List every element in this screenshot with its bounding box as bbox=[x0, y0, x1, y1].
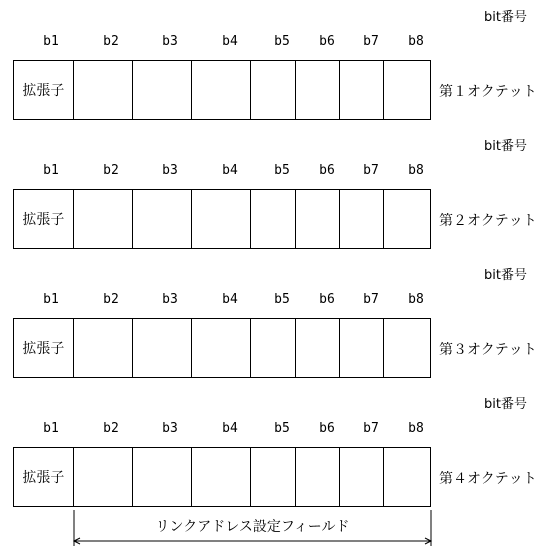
bit-label: b4 bbox=[222, 292, 238, 307]
bit-label: b3 bbox=[162, 421, 178, 436]
octet-label: 第１オクテット bbox=[439, 84, 537, 100]
bit-cell bbox=[384, 190, 430, 248]
octet-row bbox=[13, 318, 431, 378]
bit-cell bbox=[296, 319, 341, 377]
octet-block bbox=[0, 135, 544, 235]
bit-cell bbox=[192, 319, 251, 377]
octet-row bbox=[13, 447, 431, 507]
extension-bit-cell: 拡張子 bbox=[14, 61, 74, 119]
bit-cell bbox=[296, 61, 341, 119]
bit-cell bbox=[251, 61, 296, 119]
bit-label: b8 bbox=[408, 292, 424, 307]
bit-label: b5 bbox=[274, 34, 290, 49]
octet-block bbox=[0, 393, 544, 493]
bit-label: b3 bbox=[162, 292, 178, 307]
bit-cell bbox=[340, 319, 384, 377]
bit-cell bbox=[340, 190, 384, 248]
octet-label: 第３オクテット bbox=[439, 342, 537, 358]
bit-number-header: bit番号 bbox=[484, 10, 527, 25]
bit-cell bbox=[133, 448, 192, 506]
bit-cell bbox=[192, 448, 251, 506]
bit-label: b7 bbox=[363, 34, 379, 49]
bit-label: b2 bbox=[103, 421, 119, 436]
bit-cell bbox=[384, 448, 430, 506]
octet-row bbox=[13, 189, 431, 249]
bit-label: b6 bbox=[319, 34, 335, 49]
octet-block bbox=[0, 264, 544, 364]
link-address-field-annotation bbox=[0, 510, 544, 557]
bit-cell bbox=[340, 61, 384, 119]
bit-cell bbox=[74, 61, 134, 119]
bit-label: b8 bbox=[408, 163, 424, 178]
bit-cell bbox=[251, 448, 296, 506]
bit-cell bbox=[192, 61, 251, 119]
octet-block bbox=[0, 6, 544, 106]
bit-cell bbox=[133, 61, 192, 119]
bit-label: b5 bbox=[274, 292, 290, 307]
bit-cell bbox=[384, 319, 430, 377]
bit-label: b1 bbox=[43, 292, 59, 307]
extension-bit-cell: 拡張子 bbox=[14, 190, 74, 248]
bit-label: b2 bbox=[103, 163, 119, 178]
bit-label: b2 bbox=[103, 34, 119, 49]
bit-label: b6 bbox=[319, 292, 335, 307]
bit-label: b2 bbox=[103, 292, 119, 307]
bit-label: b1 bbox=[43, 163, 59, 178]
bit-cell bbox=[133, 319, 192, 377]
bit-label: b4 bbox=[222, 421, 238, 436]
bit-cell bbox=[74, 448, 134, 506]
octet-label: 第４オクテット bbox=[439, 471, 537, 487]
bit-label: b8 bbox=[408, 421, 424, 436]
octet-label: 第２オクテット bbox=[439, 213, 537, 229]
extension-bit-cell: 拡張子 bbox=[14, 448, 74, 506]
bit-label: b8 bbox=[408, 34, 424, 49]
bit-label: b1 bbox=[43, 34, 59, 49]
bit-label: b1 bbox=[43, 421, 59, 436]
bit-label: b3 bbox=[162, 163, 178, 178]
bit-cell bbox=[251, 190, 296, 248]
octet-row bbox=[13, 60, 431, 120]
bit-label: b7 bbox=[363, 292, 379, 307]
bit-label: b4 bbox=[222, 34, 238, 49]
extension-bit-cell: 拡張子 bbox=[14, 319, 74, 377]
bit-label: b6 bbox=[319, 163, 335, 178]
bit-label: b7 bbox=[363, 421, 379, 436]
bit-label: b5 bbox=[274, 421, 290, 436]
field-label: リンクアドレス設定フィールド bbox=[155, 519, 350, 535]
bit-label: b4 bbox=[222, 163, 238, 178]
bit-label: b7 bbox=[363, 163, 379, 178]
bit-cell bbox=[296, 448, 341, 506]
bit-number-header: bit番号 bbox=[484, 268, 527, 283]
bit-cell bbox=[296, 190, 341, 248]
bit-label: b6 bbox=[319, 421, 335, 436]
bit-label: b5 bbox=[274, 163, 290, 178]
bit-cell bbox=[192, 190, 251, 248]
bit-cell bbox=[251, 319, 296, 377]
bit-cell bbox=[384, 61, 430, 119]
bit-label: b3 bbox=[162, 34, 178, 49]
bit-cell bbox=[133, 190, 192, 248]
bit-number-header: bit番号 bbox=[484, 139, 527, 154]
bit-cell bbox=[74, 190, 134, 248]
bit-cell bbox=[340, 448, 384, 506]
bit-cell bbox=[74, 319, 134, 377]
bit-number-header: bit番号 bbox=[484, 397, 527, 412]
